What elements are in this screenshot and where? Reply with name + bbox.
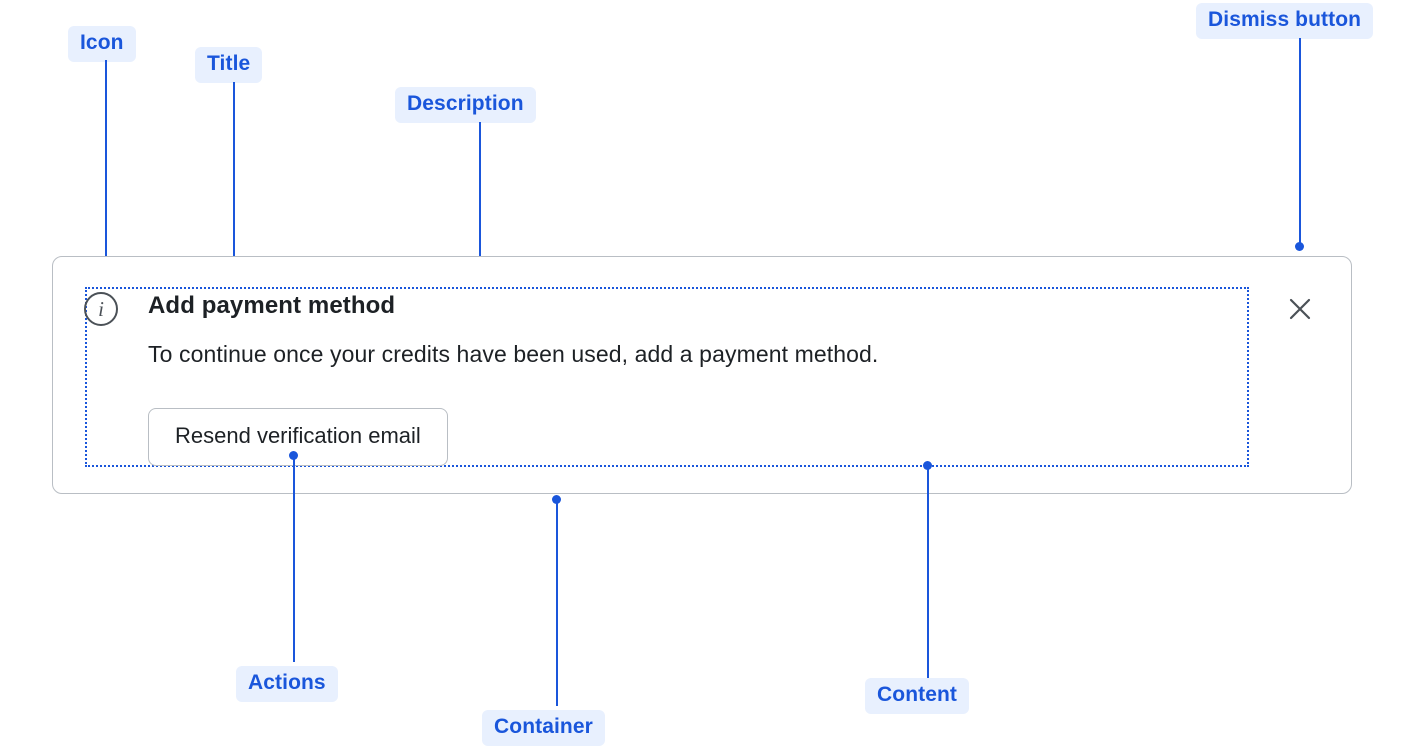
- annotation-leader-icon: [105, 60, 107, 273]
- annotation-label-content: Content: [865, 678, 969, 714]
- annotation-leader-content: [927, 466, 929, 678]
- annotation-label-description: Description: [395, 87, 536, 123]
- annotation-dot-dismiss-button: [1295, 242, 1304, 251]
- alert-description: To continue once your credits have been used, add a payment method.: [148, 341, 879, 367]
- close-icon[interactable]: [1282, 291, 1318, 327]
- annotation-label-dismiss-button: Dismiss button: [1196, 3, 1373, 39]
- annotation-leader-container: [556, 500, 558, 706]
- annotation-label-container: Container: [482, 710, 605, 746]
- annotation-leader-actions: [293, 456, 295, 662]
- annotation-label-actions: Actions: [236, 666, 338, 702]
- info-icon-glyph: i: [98, 296, 104, 321]
- alert-actions: [148, 408, 448, 466]
- info-icon: [84, 292, 118, 326]
- resend-verification-email-button[interactable]: Resend verification email: [148, 408, 448, 466]
- annotation-label-icon: Icon: [68, 26, 136, 62]
- alert-title: Add payment method: [148, 292, 396, 319]
- annotation-leader-title: [233, 82, 235, 282]
- annotation-leader-dismiss-button: [1299, 38, 1301, 246]
- annotation-label-title: Title: [195, 47, 262, 83]
